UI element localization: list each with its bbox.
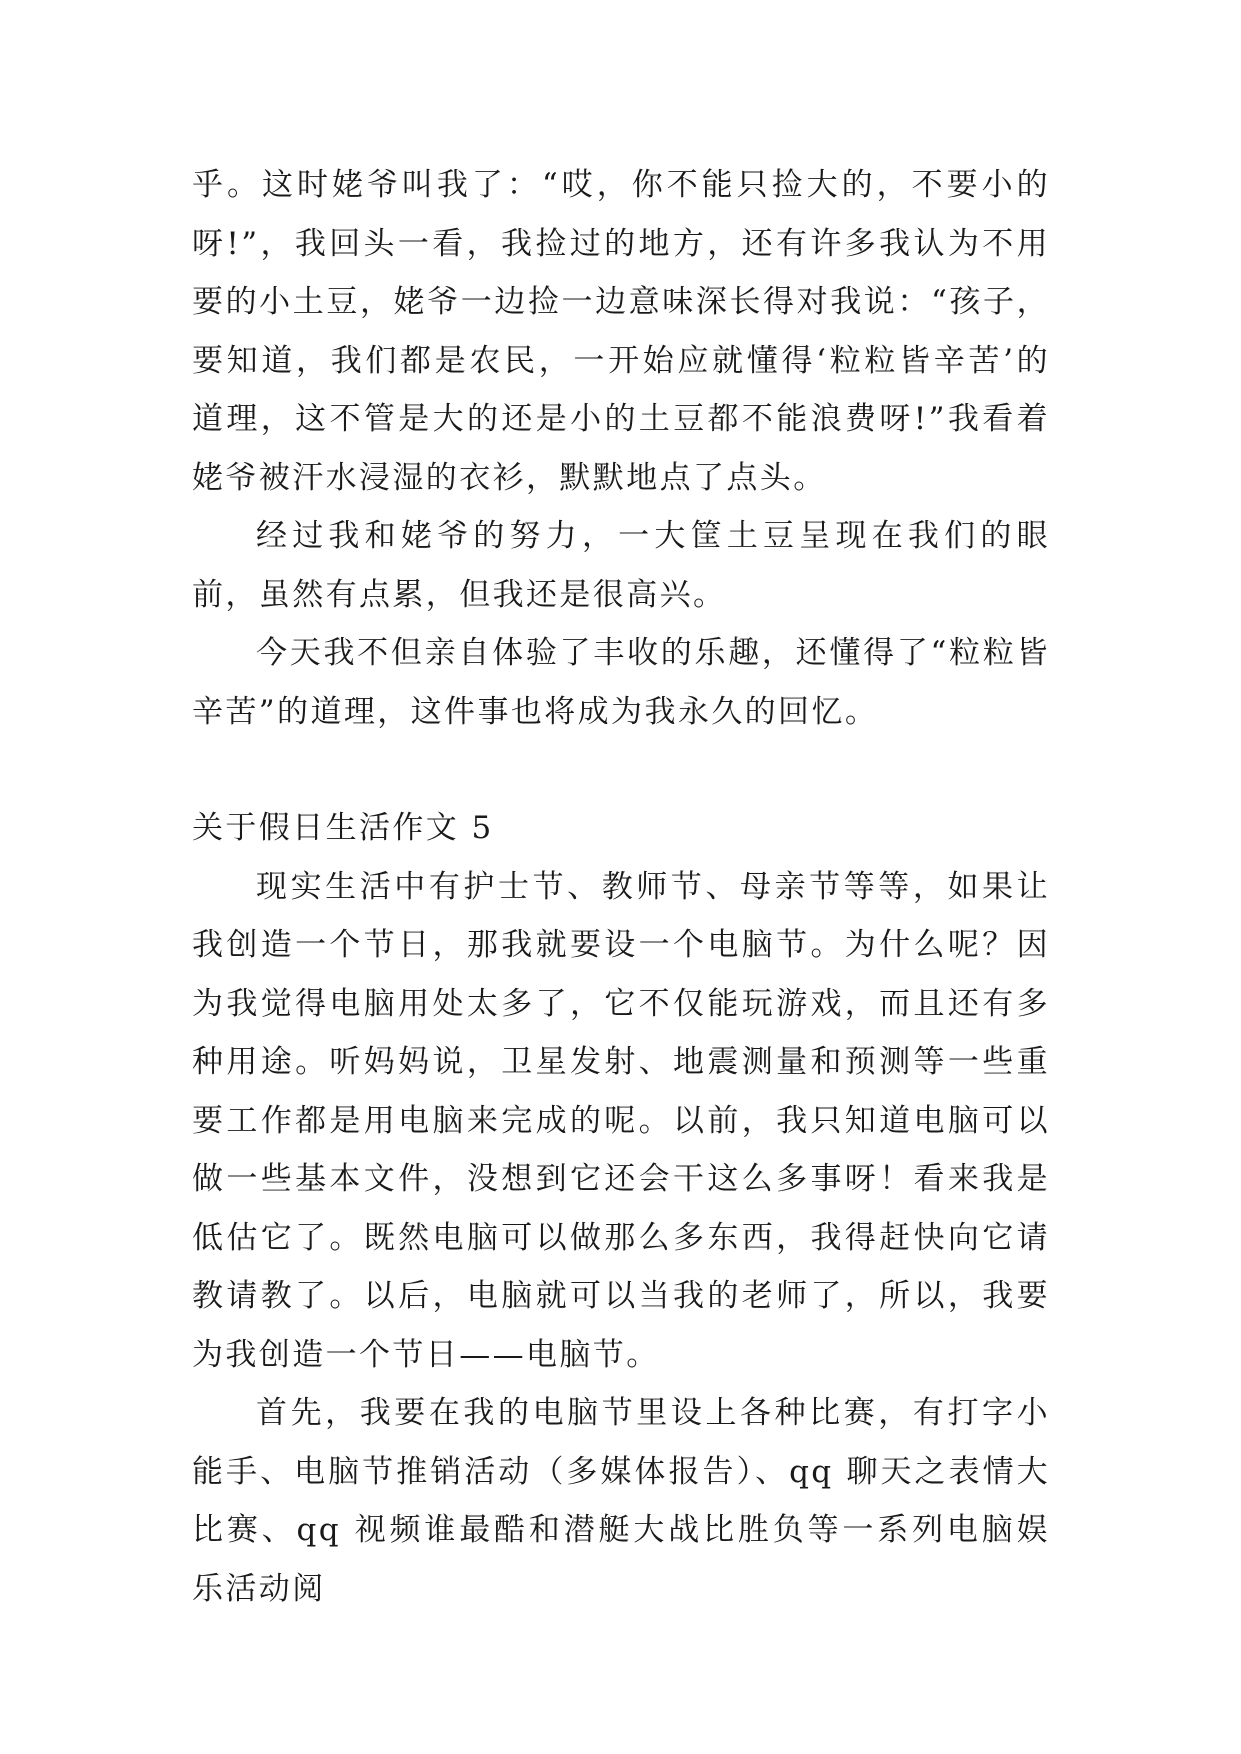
document-page [192, 156, 1050, 1618]
paragraph-effort: 经过我和姥爷的努力，一大筐土豆呈现在我们的眼前，虽然有点累，但我还是很高兴。 [192, 518, 1050, 613]
section-title: 关于假日生活作文 5 [192, 810, 494, 846]
paragraph-conclusion: 今天我不但亲自体验了丰收的乐趣，还懂得了“粒粒皆辛苦”的道理，这件事也将成为我永久的回忆。 [192, 635, 1050, 730]
paragraph-computer-festival: 现实生活中有护士节、教师节、母亲节等等，如果让我创造一个节日，那我就要设一个电脑节。为什么呢？因为我觉得电脑用处太多了，它不仅能玩游戏，而且还有多种用途。听妈妈说，卫星发射、地震测量和预测等一些重要工作都是用电脑来完成的呢。以前，我只知道电脑可以做一些基本文件，没想到它还会干这么多事呀！看来我是低估它了。既然电脑可以做那么多东西，我得赶快向它请教请教了。以后，电脑就可以当我的老师了，所以，我要为我创造一个节日——电脑节。 [192, 868, 1050, 1373]
paragraph-continued: 乎。这时姥爷叫我了：“哎，你不能只捡大的，不要小的呀!”，我回头一看，我捡过的地方，还有许多我认为不用要的小土豆，姥爷一边捡一边意味深长得对我说：“孩子，要知道，我们都是农民，一开始应就懂得‘粒粒皆辛苦’的道理，这不管是大的还是小的土豆都不能浪费呀!”我看着姥爷被汗水浸湿的衣衫，默默地点了点头。 [192, 167, 1050, 496]
paragraph-competitions: 首先，我要在我的电脑节里设上各种比赛，有打字小能手、电脑节推销活动（多媒体报告）、qq 聊天之表情大比赛、qq 视频谁最酷和潜艇大战比胜负等一系列电脑娱乐活动阅 [192, 1395, 1050, 1607]
section-spacer [192, 741, 1050, 799]
